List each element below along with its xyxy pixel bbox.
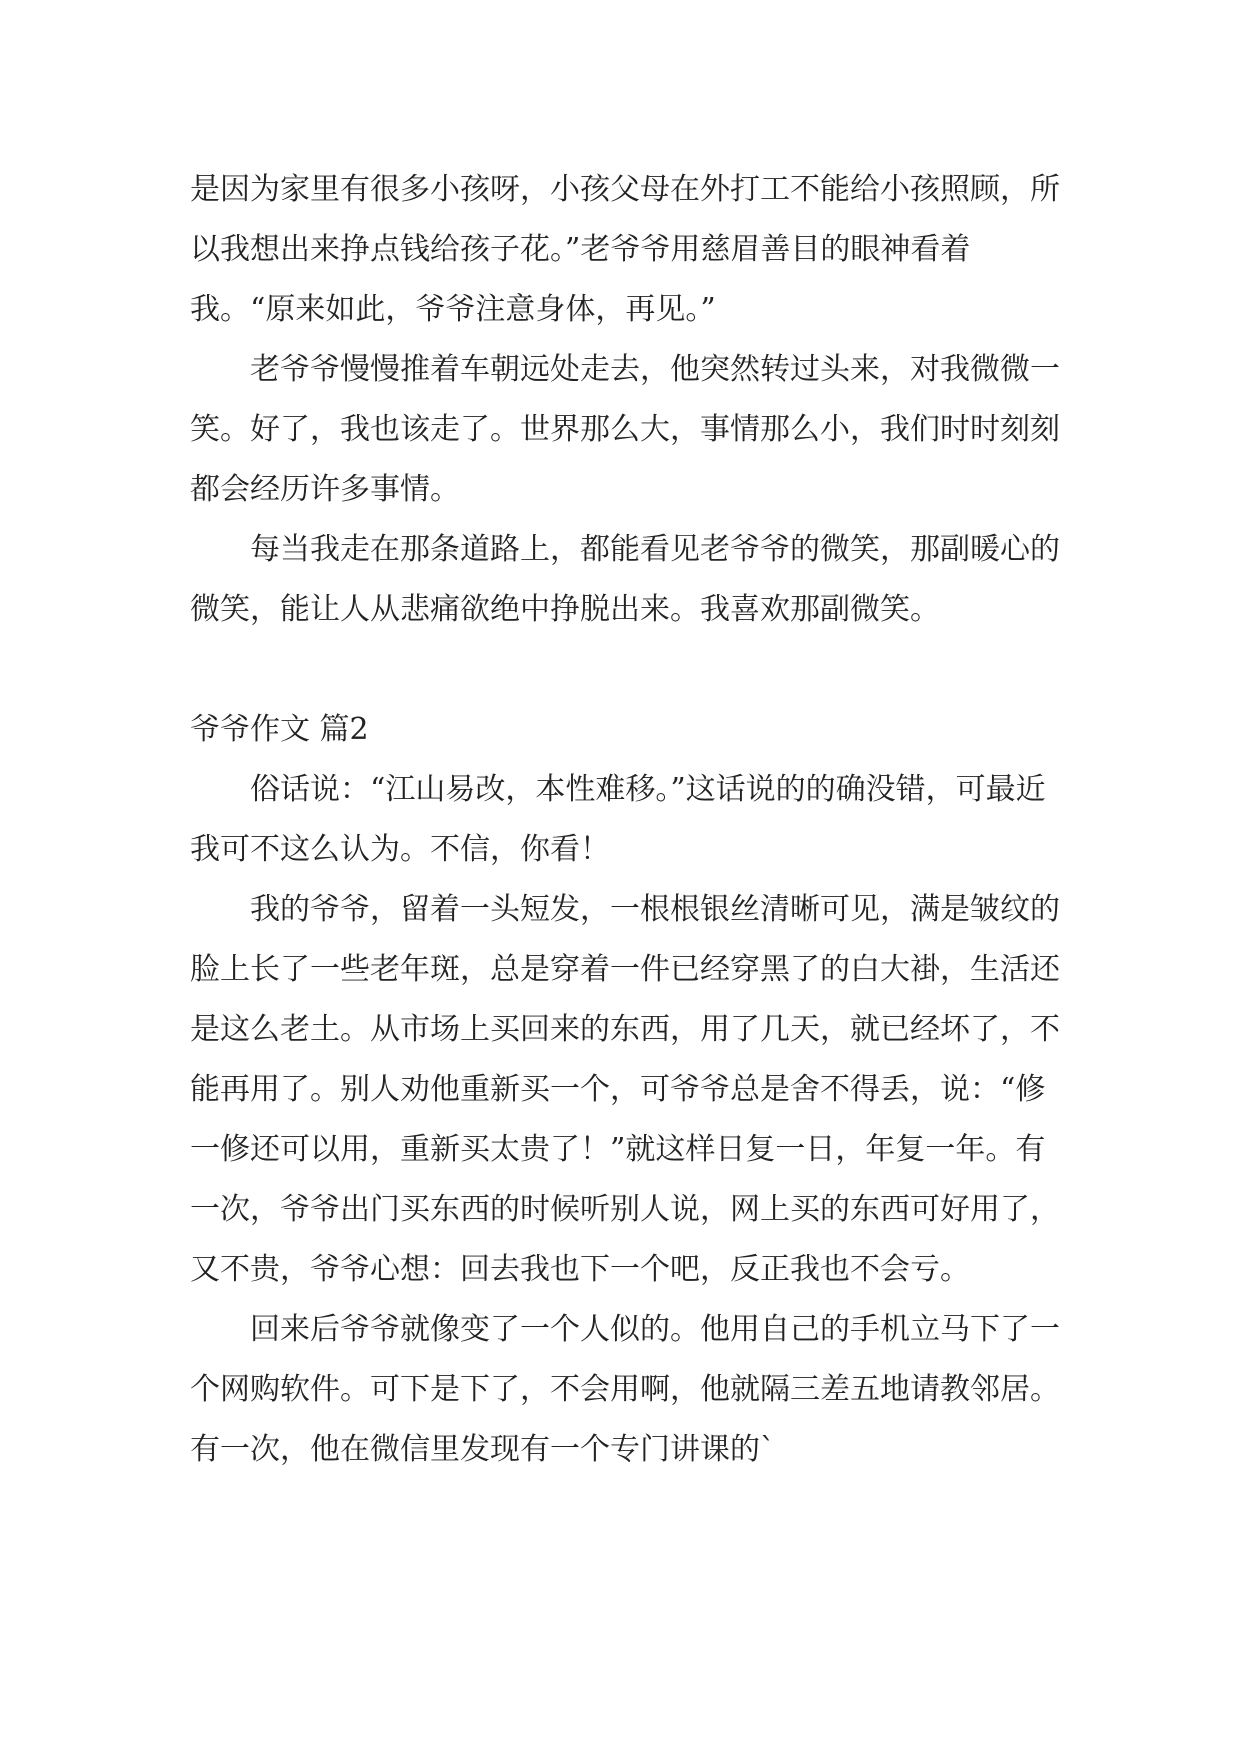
section-heading: 爷爷作文 篇2 — [190, 712, 369, 747]
paragraph: 每当我走在那条道路上，都能看见老爷爷的微笑，那副暖心的微笑，能让人从悲痛欲绝中挣脱出来。我喜欢那副微笑。 — [190, 532, 1060, 627]
paragraph: 我的爷爷，留着一头短发，一根根银丝清晰可见，满是皱纹的脸上长了一些老年斑，总是穿着一件已经穿黑了的白大褂，生活还是这么老土。从市场上买回来的东西，用了几天，就已经坏了，不能再用了。别人劝他重新买一个，可爷爷总是舍不得丢，说：“修一修还可以用，重新买太贵了！”就这样日复一日，年复一年。有一次，爷爷出门买东西的时候听别人说，网上买的东西可好用了，又不贵，爷爷心想：回去我也下一个吧，反正我也不会亏。 — [190, 892, 1060, 1287]
paragraph-continued: 是因为家里有很多小孩呀，小孩父母在外打工不能给小孩照顾，所以我想出来挣点钱给孩子花。”老爷爷用慈眉善目的眼神看着我。“原来如此，爷爷注意身体，再见。” — [190, 172, 1060, 327]
paragraph: 老爷爷慢慢推着车朝远处走去，他突然转过头来，对我微微一笑。好了，我也该走了。世界那么大，事情那么小，我们时时刻刻都会经历许多事情。 — [190, 352, 1060, 507]
paragraph: 回来后爷爷就像变了一个人似的。他用自己的手机立马下了一个网购软件。可下是下了，不会用啊，他就隔三差五地请教邻居。有一次，他在微信里发现有一个专门讲课的` — [190, 1312, 1060, 1467]
document-body — [190, 160, 1060, 1480]
paragraph: 俗话说：“江山易改，本性难移。”这话说的的确没错，可最近我可不这么认为。不信，你看！ — [190, 772, 1046, 867]
